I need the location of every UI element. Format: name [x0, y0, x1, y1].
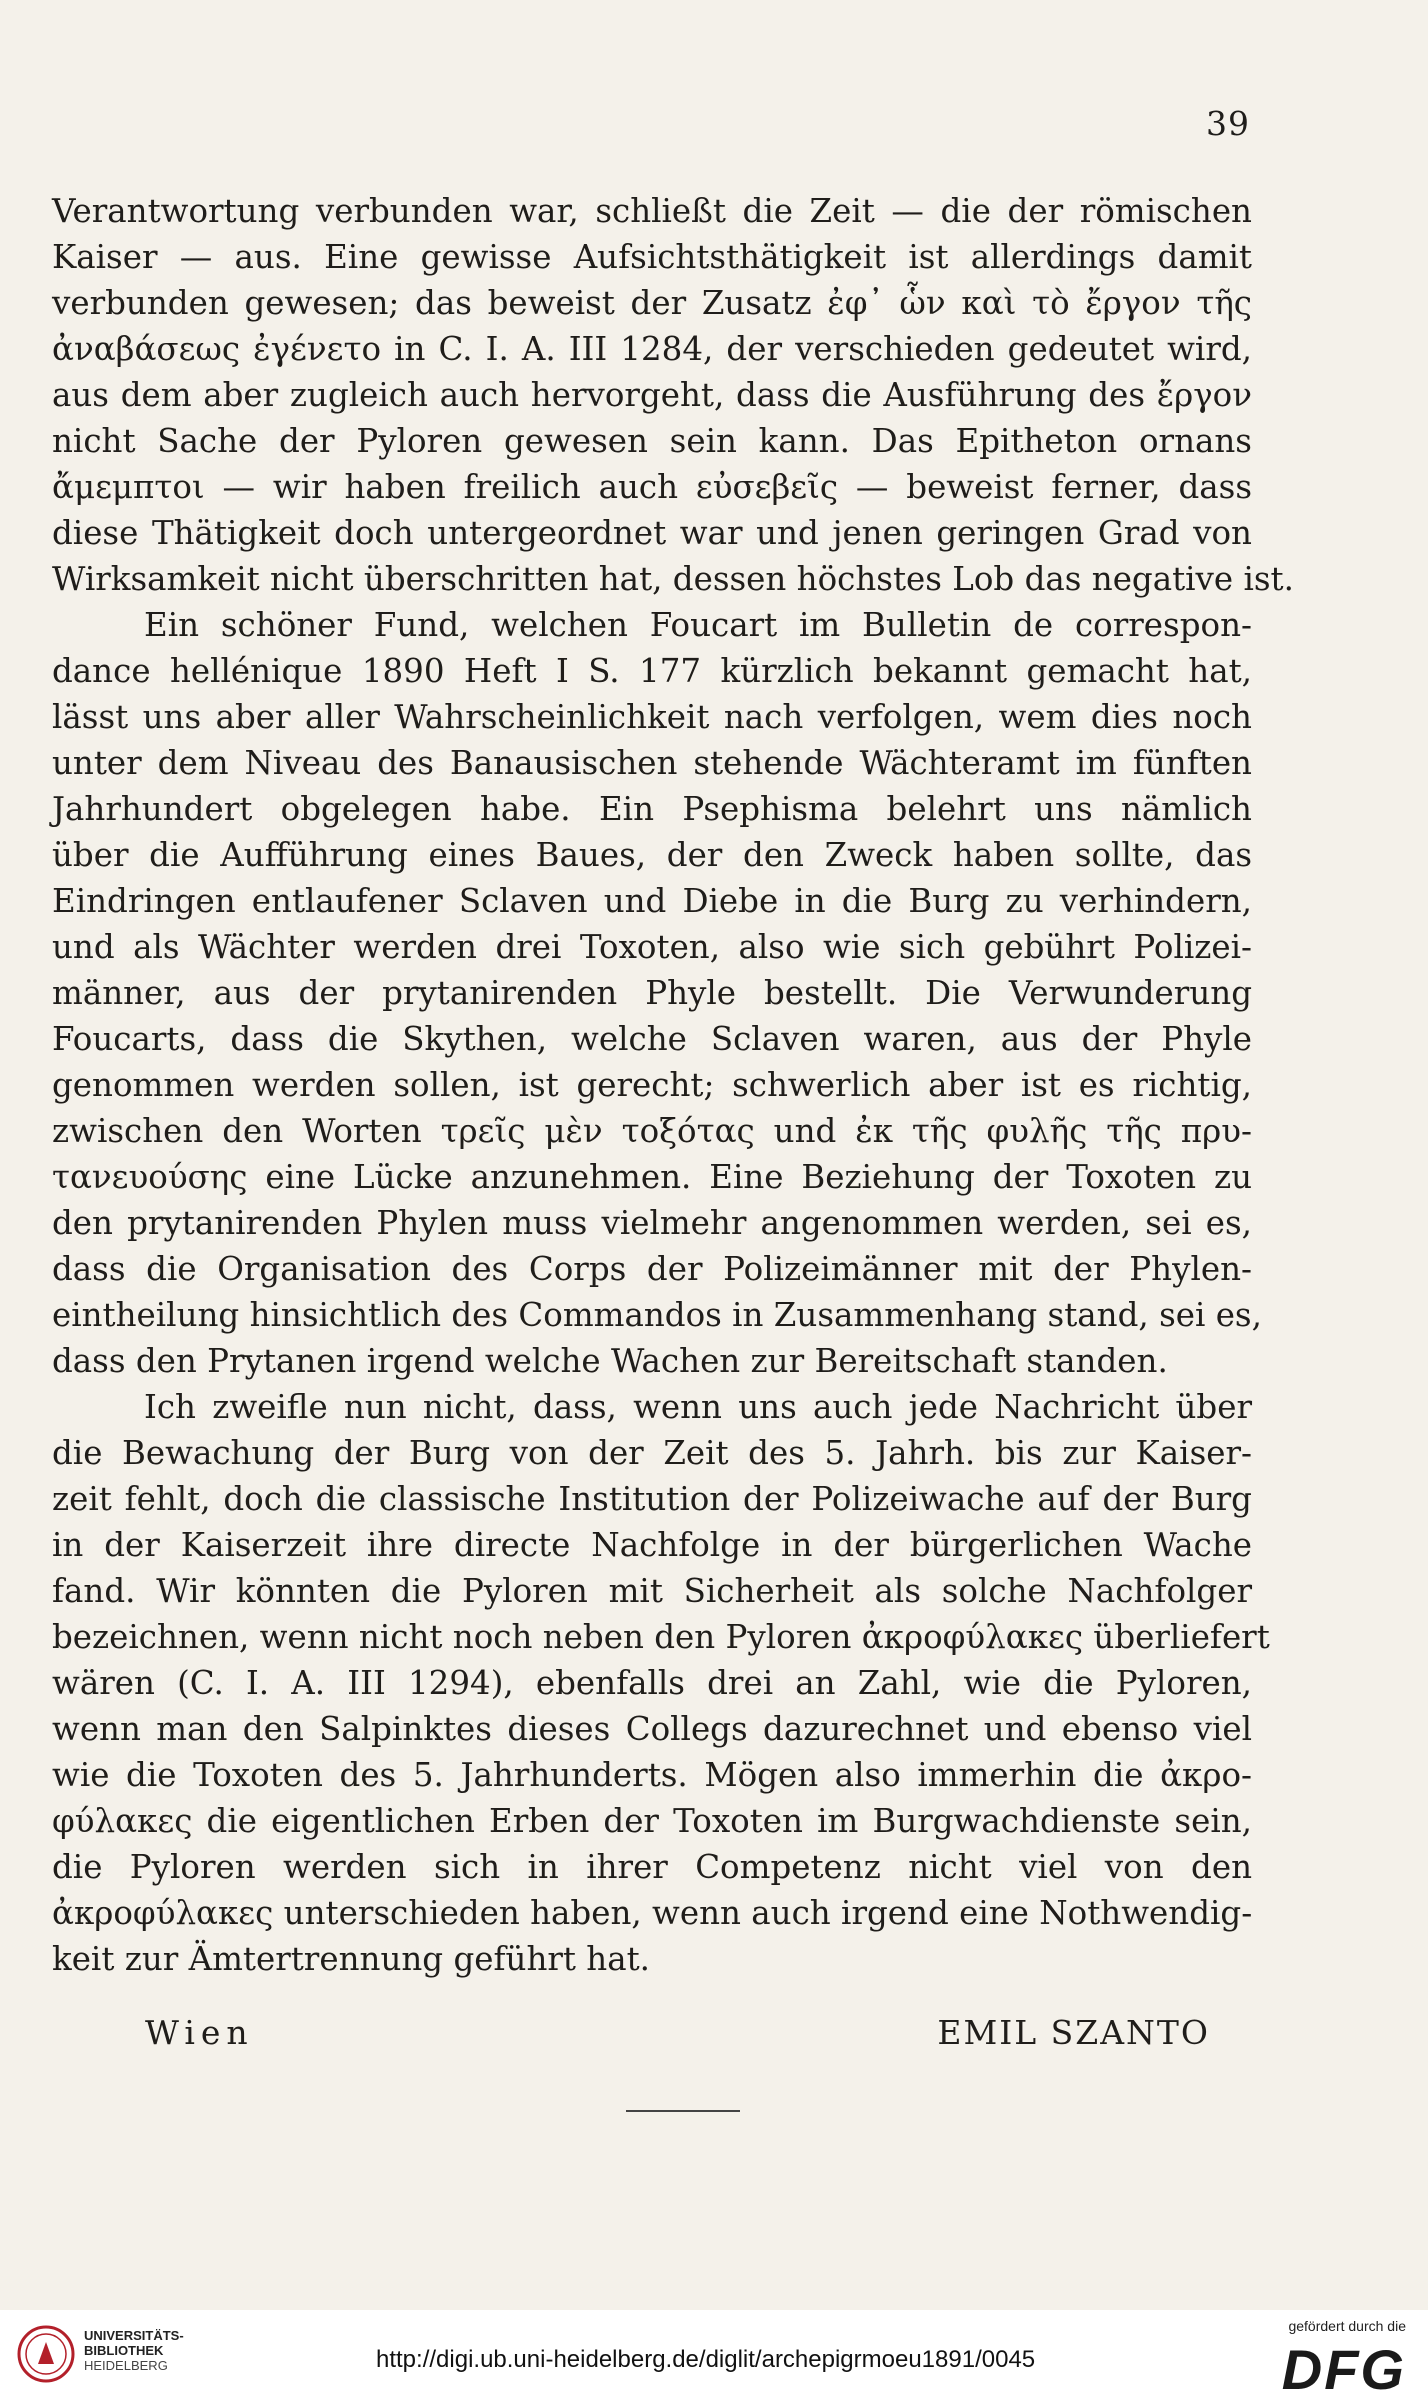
- text-line: über die Aufführung eines Baues, der den Zweck haben sollte, das: [52, 836, 1252, 874]
- body-text: [52, 188, 1294, 1982]
- text-line: genommen werden sollen, ist gerecht; schwerlich aber ist es richtig,: [52, 1066, 1252, 1104]
- text-line: φύλακες die eigentlichen Erben der Toxoten im Burgwachdienste sein,: [52, 1802, 1252, 1840]
- text-line: die Pyloren werden sich in ihrer Competenz nicht viel von den: [52, 1848, 1252, 1886]
- closing-rule: [626, 2110, 740, 2112]
- text-line: ἀκροφύλακες unterschieden haben, wenn auch irgend eine Nothwendig-: [52, 1894, 1253, 1932]
- text-line: fand. Wir könnten die Pyloren mit Sicherheit als solche Nachfolger: [52, 1572, 1252, 1610]
- text-line: verbunden gewesen; das beweist der Zusatz ἐφ᾽ ὧν καὶ τὸ ἔργον τῆς: [52, 284, 1252, 322]
- text-line: Ein schöner Fund, welchen Foucart im Bulletin de correspon-: [144, 606, 1252, 644]
- text-line: dass den Prytanen irgend welche Wachen zur Bereitschaft standen.: [52, 1342, 1168, 1380]
- text-line: Ich zweifle nun nicht, dass, wenn uns auch jede Nachricht über: [144, 1388, 1252, 1426]
- text-line: Foucarts, dass die Skythen, welche Sclaven waren, aus der Phyle: [52, 1020, 1252, 1058]
- signature: [145, 2008, 1210, 2058]
- text-line: eintheilung hinsichtlich des Commandos in Zusammenhang stand, sei es,: [52, 1296, 1262, 1334]
- text-line: wenn man den Salpinktes dieses Collegs dazurechnet und ebenso viel: [52, 1710, 1252, 1748]
- text-line: zeit fehlt, doch die classische Institution der Polizeiwache auf der Burg: [52, 1480, 1252, 1518]
- paragraph-3: [52, 1384, 1270, 1982]
- paragraph-2: [52, 602, 1262, 1384]
- page-number: 39: [1206, 104, 1250, 143]
- signature-place: Wien: [145, 2013, 254, 2052]
- text-line: wie die Toxoten des 5. Jahrhunderts. Mögen also immerhin die ἀκρο-: [52, 1756, 1252, 1794]
- university-seal-icon: [16, 2324, 76, 2384]
- text-line: den prytanirenden Phylen muss vielmehr angenommen werden, sei es,: [52, 1204, 1252, 1242]
- text-line: dance hellénique 1890 Heft I S. 177 kürzlich bekannt gemacht hat,: [52, 652, 1252, 690]
- text-line: τανευούσης eine Lücke anzunehmen. Eine Beziehung der Toxoten zu: [52, 1158, 1252, 1196]
- text-line: Jahrhundert obgelegen habe. Ein Psephisma belehrt uns nämlich: [52, 790, 1252, 828]
- text-line: wären (C. I. A. III 1294), ebenfalls drei an Zahl, wie die Pyloren,: [52, 1664, 1252, 1702]
- dfg-logo: DFG: [1281, 2338, 1406, 2401]
- text-line: dass die Organisation des Corps der Polizeimänner mit der Phylen-: [52, 1250, 1252, 1288]
- institution-line: UNIVERSITÄTS-: [84, 2328, 184, 2343]
- text-line: Kaiser — aus. Eine gewisse Aufsichtsthätigkeit ist allerdings damit: [52, 238, 1252, 276]
- text-line: aus dem aber zugleich auch hervorgeht, dass die Ausführung des ἔργον: [52, 376, 1252, 414]
- institution-line: BIBLIOTHEK: [84, 2343, 164, 2358]
- text-line: diese Thätigkeit doch untergeordnet war und jenen geringen Grad von: [52, 514, 1252, 552]
- institution-line: HEIDELBERG: [84, 2358, 168, 2373]
- text-line: Eindringen entlaufener Sclaven und Diebe in die Burg zu verhindern,: [52, 882, 1252, 920]
- text-line: zwischen den Worten τρεῖς μὲν τοξότας und ἐκ τῆς φυλῆς τῆς πρυ-: [52, 1112, 1252, 1150]
- text-line: Wirksamkeit nicht überschritten hat, dessen höchstes Lob das negative ist.: [52, 560, 1294, 598]
- funding-label: gefördert durch die: [1288, 2318, 1406, 2334]
- text-line: bezeichnen, wenn nicht noch neben den Pyloren ἀκροφύλακες überliefert: [52, 1618, 1270, 1656]
- text-line: lässt uns aber aller Wahrscheinlichkeit nach verfolgen, wem dies noch: [52, 698, 1252, 736]
- text-line: Verantwortung verbunden war, schließt die Zeit — die der römischen: [52, 192, 1252, 230]
- text-line: nicht Sache der Pyloren gewesen sein kann. Das Epitheton ornans: [52, 422, 1252, 460]
- text-line: männer, aus der prytanirenden Phyle bestellt. Die Verwunderung: [52, 974, 1252, 1012]
- institution-name: [84, 2328, 184, 2373]
- source-url-link[interactable]: http://digi.ub.uni-heidelberg.de/diglit/archepigrmoeu1891/0045: [376, 2346, 1036, 2373]
- text-line: und als Wächter werden drei Toxoten, also wie sich gebührt Polizei-: [52, 928, 1252, 966]
- paragraph-1: [52, 188, 1294, 602]
- text-line: ἄμεμπτοι — wir haben freilich auch εὐσεβεῖς — beweist ferner, dass: [52, 468, 1252, 506]
- text-line: in der Kaiserzeit ihre directe Nachfolge in der bürgerlichen Wache: [52, 1526, 1252, 1564]
- text-line: unter dem Niveau des Banausischen stehende Wächteramt im fünften: [52, 744, 1252, 782]
- footer-bar: [0, 2310, 1428, 2406]
- text-line: ἀναβάσεως ἐγένετο in C. I. A. III 1284, der verschieden gedeutet wird,: [52, 330, 1252, 368]
- text-line: die Bewachung der Burg von der Zeit des 5. Jahrh. bis zur Kaiser-: [52, 1434, 1252, 1472]
- signature-author: EMIL SZANTO: [937, 2013, 1210, 2052]
- text-line: keit zur Ämtertrennung geführt hat.: [52, 1940, 650, 1978]
